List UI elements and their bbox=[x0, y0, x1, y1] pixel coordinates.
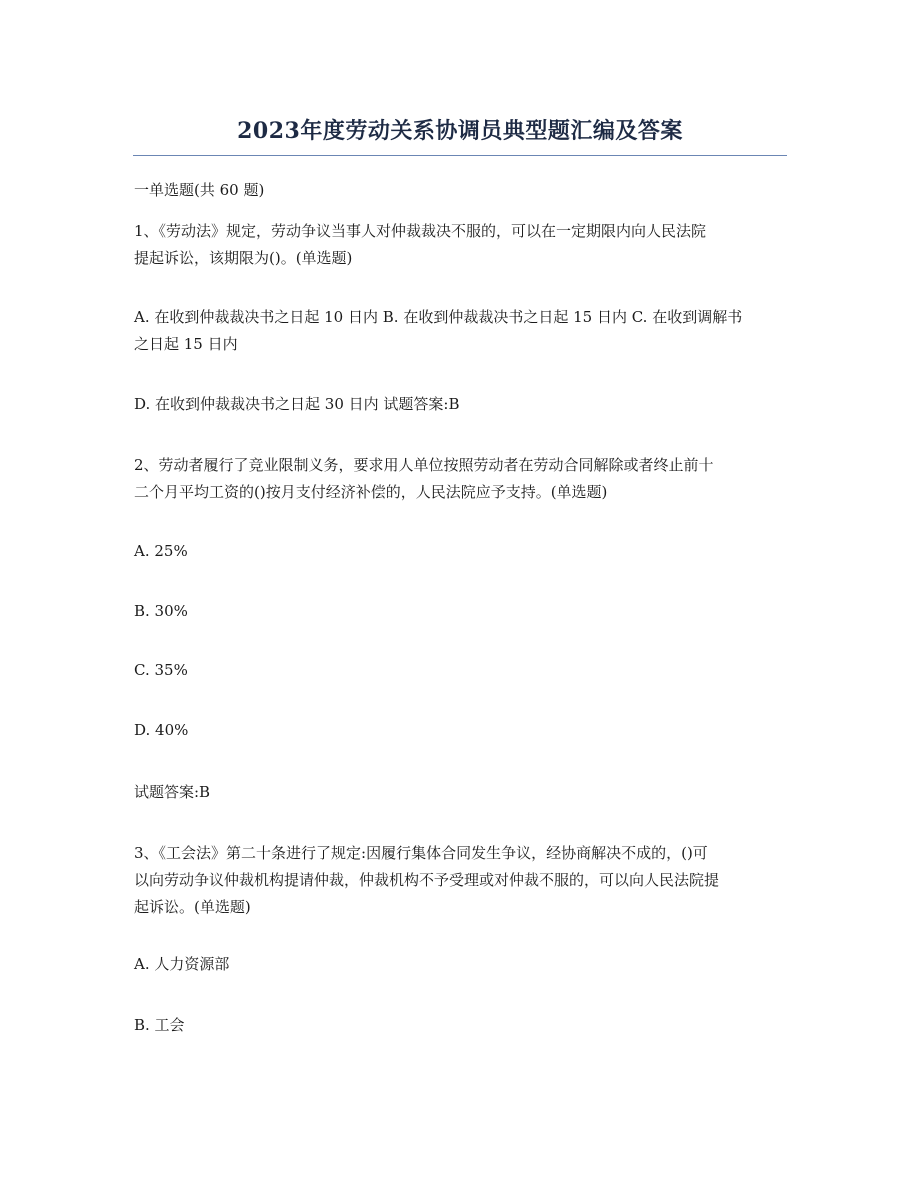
question-3-option-a bbox=[134, 951, 784, 978]
question-2-stem bbox=[134, 452, 784, 506]
question-1-options bbox=[134, 304, 784, 358]
question-2-stem-line-2: 二个月平均工资的()按月支付经济补偿的，人民法院应予支持。(单选题) bbox=[134, 483, 608, 501]
question-2-stem-line-1: 2、劳动者履行了竞业限制义务，要求用人单位按照劳动者在劳动合同解除或者终止前十 bbox=[134, 456, 714, 474]
question-2-option-d bbox=[134, 717, 784, 744]
option-text: B. 工会 bbox=[134, 1016, 185, 1034]
question-1-options-line-2: 之日起 15 日内 bbox=[134, 335, 238, 353]
question-1-options-line-1: A. 在收到仲裁裁决书之日起 10 日内 B. 在收到仲裁裁决书之日起 15 日内 C. 在收到调解书 bbox=[134, 308, 743, 326]
answer-text: 试题答案:B bbox=[134, 783, 211, 801]
question-2-option-a bbox=[134, 538, 784, 565]
question-1-stem-line-1: 1、《劳动法》规定，劳动争议当事人对仲裁裁决不服的，可以在一定期限内向人民法院 bbox=[134, 222, 707, 240]
question-2-option-c bbox=[134, 657, 784, 684]
question-3-stem bbox=[134, 840, 784, 921]
question-3-option-b bbox=[134, 1012, 784, 1039]
title-divider bbox=[133, 155, 787, 156]
question-1-stem-line-2: 提起诉讼，该期限为()。(单选题) bbox=[134, 249, 353, 267]
question-2-answer bbox=[134, 779, 784, 806]
document-title: 2023年度劳动关系协调员典型题汇编及答案 bbox=[237, 118, 683, 144]
question-1-option-d-text: D. 在收到仲裁裁决书之日起 30 日内 试题答案:B bbox=[134, 395, 460, 413]
question-1-option-d-answer bbox=[134, 391, 784, 418]
option-text: A. 25% bbox=[134, 542, 188, 560]
section-heading bbox=[134, 177, 784, 204]
question-1-stem bbox=[134, 218, 784, 272]
question-3-stem-line-2: 以向劳动争议仲裁机构提请仲裁，仲裁机构不予受理或对仲裁不服的，可以向人民法院提 bbox=[134, 871, 720, 889]
question-2-option-b bbox=[134, 598, 784, 625]
option-text: C. 35% bbox=[134, 661, 188, 679]
question-3-stem-line-1: 3、《工会法》第二十条进行了规定:因履行集体合同发生争议，经协商解决不成的，()可 bbox=[134, 844, 708, 862]
question-3-stem-line-3: 起诉讼。(单选题) bbox=[134, 898, 251, 916]
option-text: B. 30% bbox=[134, 602, 188, 620]
option-text: A. 人力资源部 bbox=[134, 955, 230, 973]
section-heading-text: 一单选题(共 60 题) bbox=[134, 181, 265, 199]
option-text: D. 40% bbox=[134, 721, 189, 739]
